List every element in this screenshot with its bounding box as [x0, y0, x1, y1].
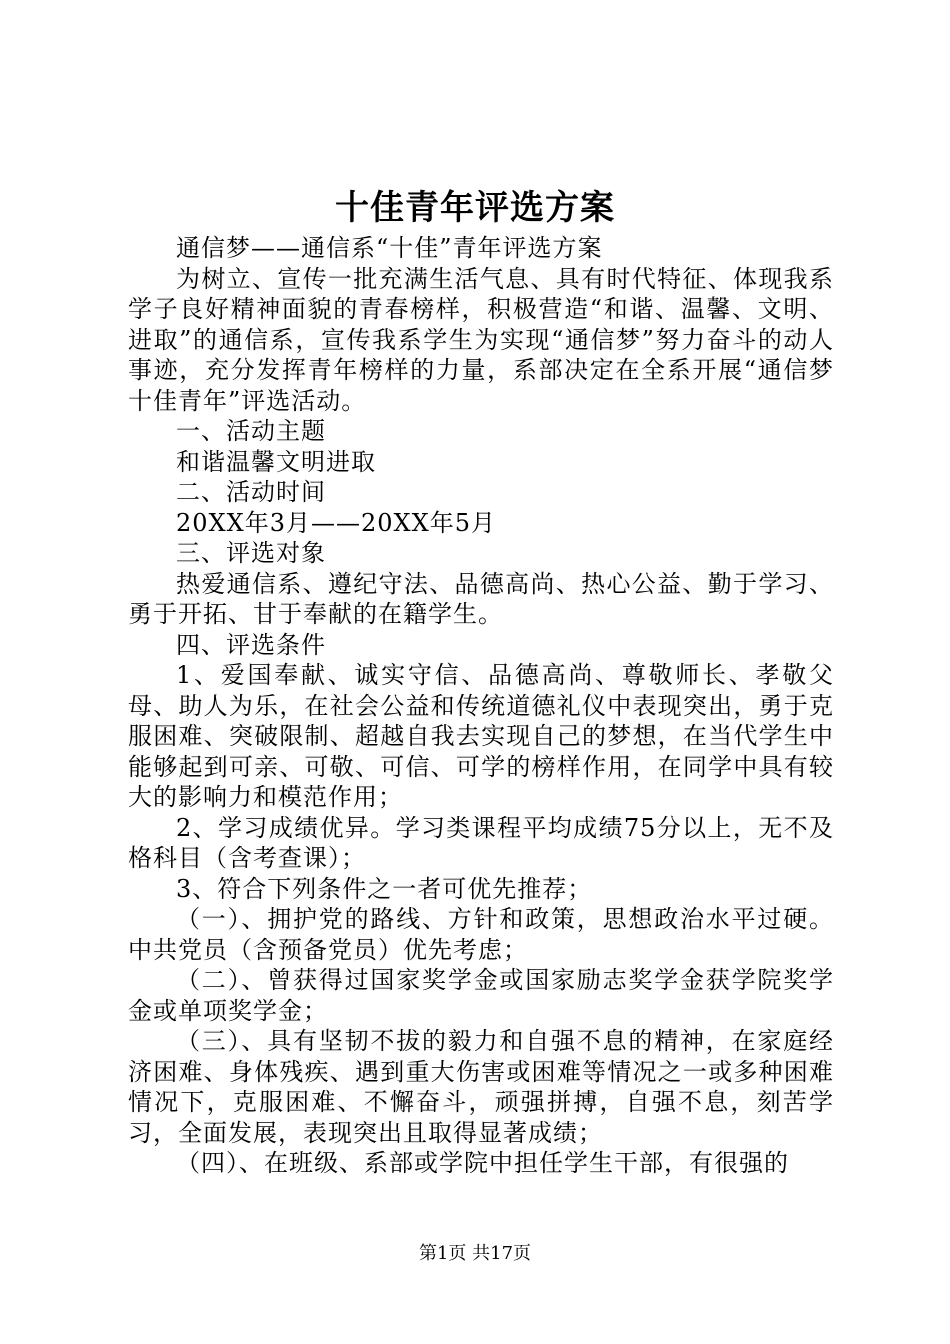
condition-2: 2、学习成绩优异。学习类课程平均成绩75分以上，无不及格科目（含考查课）；	[128, 813, 834, 872]
heading-theme: 一、活动主题	[176, 417, 326, 445]
condition-1: 1、爱国奉献、诚实守信、品德高尚、尊敬师长、孝敬父母、助人为乐，在社会公益和传统道德礼仪中表现突出，勇于克服困难、突破限制、超越自我去实现自己的梦想，在当代学生中能够起到可亲、可敬、可信、可学的榜样作用，在同学中具有较大的影响力和模范作用；	[128, 661, 834, 811]
paragraph-target: 热爱通信系、遵纪守法、品德高尚、热心公益、勤于学习、勇于开拓、甘于奉献的在籍学生。	[128, 569, 834, 628]
sub-condition-4: （四）、在班级、系部或学院中担任学生干部，有很强的	[176, 1149, 789, 1177]
heading-target: 三、评选对象	[176, 539, 326, 567]
heading-time: 二、活动时间	[176, 478, 326, 506]
document-body	[128, 233, 834, 1179]
paragraph-time: 20XX年3月——20XX年5月	[176, 508, 496, 537]
document-title: 十佳青年评选方案	[335, 188, 615, 228]
paragraph-intro: 为树立、宣传一批充满生活气息、具有时代特征、体现我系学子良好精神面貌的青春榜样，积极营造“和谐、温馨、文明、进取”的通信系，宣传我系学生为实现“通信梦”努力奋斗的动人事迹，充分发挥青年榜样的力量，系部决定在全系开展“通信梦十佳青年”评选活动。	[128, 264, 834, 415]
heading-conditions: 四、评选条件	[176, 630, 326, 659]
condition-3: 3、符合下列条件之一者可优先推荐；	[176, 874, 593, 903]
sub-condition-3: （三）、具有坚韧不拔的毅力和自强不息的精神，在家庭经济困难、身体残疾、遇到重大伤害或困难等情况之一或多种困难情况下，克服困难、不懈奋斗，顽强拼搏，自强不息，刻苦学习，全面发展，表现突出且取得显著成绩；	[128, 1027, 834, 1147]
paragraph-theme: 和谐温馨文明进取	[176, 447, 376, 476]
sub-condition-1: （一）、拥护党的路线、方针和政策，思想政治水平过硬。中共党员（含预备党员）优先考虑；	[128, 905, 834, 964]
page-footer: 第1页 共17页	[418, 1243, 532, 1264]
sub-condition-2: （二）、曾获得过国家奖学金或国家励志奖学金获学院奖学金或单项奖学金；	[128, 966, 834, 1025]
paragraph-subtitle: 通信梦——通信系“十佳”青年评选方案	[176, 234, 603, 262]
